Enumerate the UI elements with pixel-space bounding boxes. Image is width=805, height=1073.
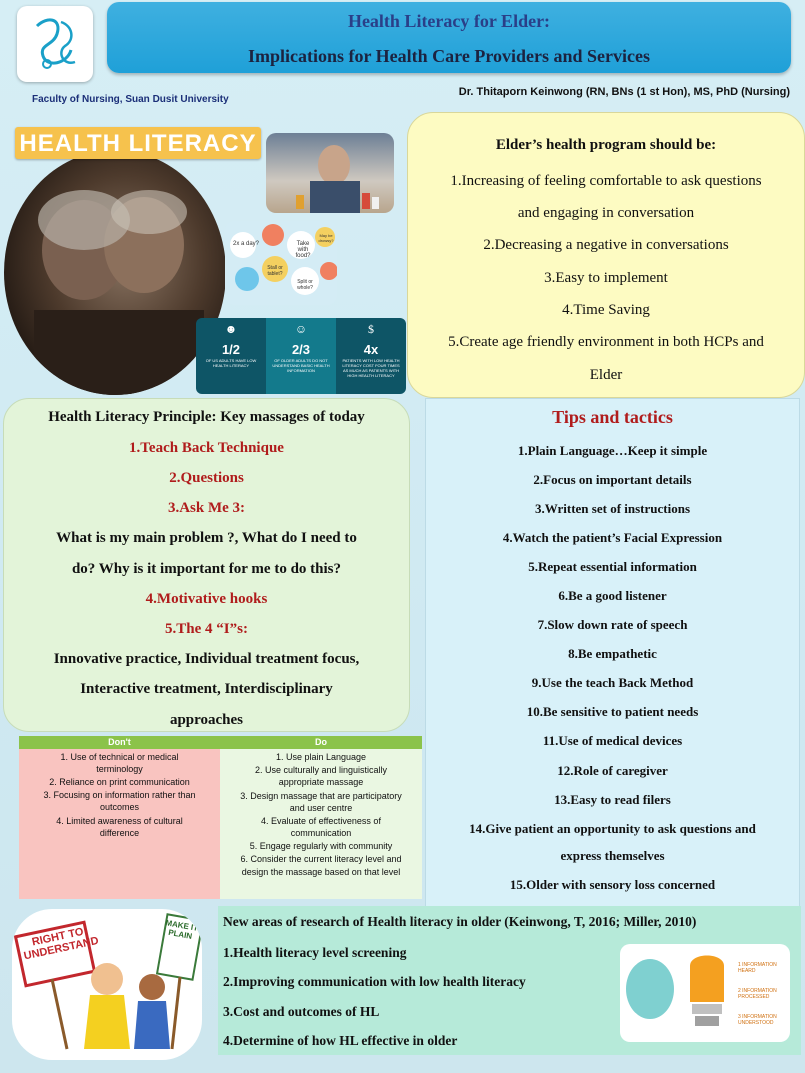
people-icon: ☺ — [294, 322, 308, 336]
tip-item: 1.Plain Language…Keep it simple — [517, 443, 708, 458]
tip-item: 13.Easy to read filers — [554, 792, 671, 807]
tip-item: 4.Watch the patient’s Facial Expression — [502, 530, 723, 545]
principle-item: 5.The 4 “I”s: — [165, 621, 248, 637]
stat-item: ☺ 2/3 OF OLDER ADULTS DO NOT UNDERSTAND BASIC HEALTH INFORMATION — [266, 318, 336, 394]
tip-item: 12.Role of caregiver — [557, 763, 668, 778]
tips-and-tactics-box — [425, 398, 800, 910]
faculty-name: Faculty of Nursing, Suan Dusit University — [32, 94, 229, 105]
program-line: Elder — [589, 367, 623, 383]
infographic-step: 2 INFORMATION PROCESSED — [738, 988, 777, 1000]
program-heading: Elder’s health program should be: — [495, 137, 717, 153]
research-item: 2.Improving communication with low health literacy — [223, 974, 526, 989]
research-item: 1.Health literacy level screening — [223, 945, 407, 960]
do-cell: 1. Use plain Language 2. Use culturally and linguistically appropriate massage 3. Design massage that are participatory and user centre 4. Evaluate of effectiveness of communication 5. Engage regularly with community 6. Consider the current literacy level and design the massage based on that level — [220, 749, 422, 899]
tip-item: 15.Older with sensory loss concerned — [509, 877, 716, 892]
tip-item: 6.Be a good listener — [558, 588, 667, 603]
principle-item: 4.Motivative hooks — [145, 591, 268, 607]
poster-subtitle: Implications for Health Care Providers and Services — [248, 46, 650, 66]
author-name: Dr. Thitaporn Keinwong (RN, BNs (1 st Hon), MS, PhD (Nursing) — [458, 86, 790, 98]
principle-item: What is my main problem ?, What do I need to — [56, 530, 357, 546]
principle-box — [3, 398, 410, 732]
logo-icon — [17, 6, 93, 82]
pill-bubble: Split or whole? — [297, 279, 313, 291]
cartoon-sign-text: MAKE IT PLAIN — [164, 918, 199, 941]
dont-header: Don't — [19, 736, 220, 749]
health-literacy-stats — [196, 318, 406, 394]
principle-heading: Health Literacy Principle: Key massages of today — [48, 409, 365, 425]
dont-cell: 1. Use of technical or medical terminology 2. Reliance on print communication 3. Focusing on information rather than outcomes 4. Limited awareness of cultural difference — [19, 749, 220, 899]
program-line: and engaging in conversation — [517, 205, 695, 221]
tip-item: 7.Slow down rate of speech — [537, 617, 688, 632]
dont-do-table — [19, 736, 422, 899]
poster-title: Health Literacy for Elder: — [347, 11, 551, 31]
program-line: 3.Easy to implement — [544, 270, 668, 286]
money-bag-icon: $ — [368, 322, 374, 336]
program-line: 5.Create age friendly environment in both HCPs and — [448, 334, 764, 350]
tip-item: 14.Give patient an opportunity to ask questions and — [469, 821, 756, 836]
principle-item: 1.Teach Back Technique — [129, 440, 284, 456]
research-heading: New areas of research of Health literacy in older (Keinwong, T, 2016; Miller, 2010) — [223, 914, 697, 929]
pill-bubble: May be drowsy? — [318, 233, 334, 243]
tip-item: 8.Be empathetic — [568, 646, 657, 661]
tip-item: 5.Repeat essential information — [528, 559, 697, 574]
program-line: 2.Decreasing a negative in conversations — [483, 237, 729, 253]
elderly-couple-photo — [4, 150, 226, 395]
pill-questions-image — [225, 221, 337, 305]
do-header: Do — [220, 736, 422, 749]
research-item: 4.Determine of how HL effective in older — [223, 1033, 458, 1048]
head-question-icon: ☻ — [224, 322, 238, 336]
principle-item: approaches — [169, 712, 244, 728]
tip-item: 2.Focus on important details — [533, 472, 692, 487]
pill-bubble: Take with food? — [295, 241, 311, 259]
principle-item: Innovative practice, Individual treatment focus, — [53, 651, 360, 667]
elder-program-box — [407, 112, 805, 398]
principle-item: Interactive treatment, Interdisciplinary — [80, 681, 333, 697]
stat-item: $ 4x PATIENTS WITH LOW HEALTH LITERACY COST FOUR TIMES AS MUCH AS PATIENTS WITH HIGH HEALTH LITERACY — [336, 318, 406, 394]
university-logo — [17, 6, 93, 82]
principle-item: 3.Ask Me 3: — [167, 500, 246, 516]
infographic-step: 3 INFORMATION UNDERSTOOD — [738, 1014, 777, 1026]
cartoon-sign-text: RIGHT TO UNDERSTAND — [22, 925, 100, 963]
principle-item: 2.Questions — [169, 470, 244, 486]
tip-item: 9.Use the teach Back Method — [531, 675, 694, 690]
research-item: 3.Cost and outcomes of HL — [223, 1004, 380, 1019]
tip-item: 3.Written set of instructions — [534, 501, 691, 516]
health-literacy-label: HEALTH LITERACY — [15, 127, 261, 159]
tip-item: 10.Be sensitive to patient needs — [526, 704, 699, 719]
principle-item: do? Why is it important for me to do this? — [71, 561, 342, 577]
pill-bubble: 2x a day? — [233, 241, 260, 247]
elder-with-medications-photo — [266, 133, 394, 213]
tips-heading: Tips and tactics — [552, 407, 673, 427]
stat-item: ☻ 1/2 OF US ADULTS HAVE LOW HEALTH LITERACY — [196, 318, 266, 394]
pill-bubble: Stall or tablet? — [267, 265, 283, 277]
tip-item: express themselves — [560, 848, 665, 863]
information-process-infographic — [620, 944, 790, 1042]
program-line: 1.Increasing of feeling comfortable to ask questions — [450, 173, 762, 189]
infographic-step: 1 INFORMATION HEARD — [738, 962, 777, 974]
program-line: 4.Time Saving — [562, 302, 650, 318]
right-to-understand-cartoon — [12, 909, 202, 1060]
tip-item: 11.Use of medical devices — [542, 733, 683, 748]
